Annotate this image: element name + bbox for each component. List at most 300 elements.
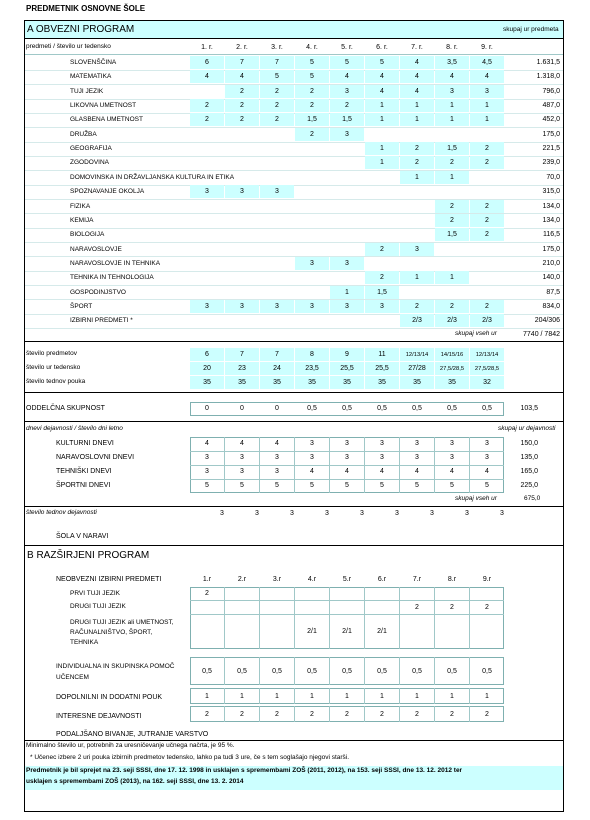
row-header: predmeti / število ur tedensko xyxy=(26,43,111,50)
subject-hours-cell xyxy=(295,142,329,155)
subject-name: NARAVOSLOVJE IN TEHNIKA xyxy=(70,259,161,267)
subject-hours-cell: 2 xyxy=(435,200,469,213)
subject-hours-cell: 7 xyxy=(225,56,259,69)
subject-hours-cell: 4 xyxy=(190,70,224,83)
dejavnost-cell: 3 xyxy=(205,454,209,461)
subject-hours-cell: 3 xyxy=(295,257,329,270)
subject-total: 834,0 xyxy=(542,302,560,310)
subject-hours-cell xyxy=(190,257,224,270)
subject-hours-cell xyxy=(365,314,399,327)
stat-cell: 35 xyxy=(260,376,294,389)
pomoc-cell: 0,5 xyxy=(447,667,457,675)
dopolnilni-cell: 1 xyxy=(310,692,314,700)
page-title: PREDMETNIK OSNOVNE ŠOLE xyxy=(26,4,146,13)
subject-hours-cell xyxy=(330,200,364,213)
subject-hours-cell: 1 xyxy=(400,271,434,284)
subject-hours-cell: 2 xyxy=(295,99,329,112)
subject-hours-cell xyxy=(470,128,504,141)
subject-name: NARAVOSLOVJE xyxy=(70,245,122,253)
subject-hours-cell: 2 xyxy=(295,128,329,141)
oddelcna-box xyxy=(190,402,504,416)
row-divider xyxy=(25,328,563,329)
col-divider xyxy=(294,688,295,704)
interesne-cell: 2 xyxy=(485,710,489,718)
dopolnilni-cell: 1 xyxy=(450,692,454,700)
subject-hours-cell xyxy=(400,257,434,270)
subject-hours-cell: 2 xyxy=(260,113,294,126)
subject-hours-cell: 1 xyxy=(330,286,364,299)
subject-hours-cell: 1,5 xyxy=(365,286,399,299)
subject-hours-cell: 1 xyxy=(365,142,399,155)
subject-hours-cell: 3 xyxy=(435,85,469,98)
subject-hours-cell: 2 xyxy=(400,300,434,313)
subject-hours-cell xyxy=(365,200,399,213)
tednov-dej-cell: 3 xyxy=(220,510,224,517)
dej-skupaj-value: 675,0 xyxy=(524,495,541,502)
subject-hours-cell: 2 xyxy=(435,156,469,169)
subject-hours-cell xyxy=(260,156,294,169)
subject-hours-cell: 4 xyxy=(365,85,399,98)
subject-hours-cell: 3 xyxy=(365,300,399,313)
dejavnost-cell: 3 xyxy=(310,454,314,461)
stat-cell: 23,5 xyxy=(295,362,329,375)
col-divider xyxy=(434,706,435,722)
subject-hours-cell: 2 xyxy=(435,214,469,227)
stat-cell: 27/28 xyxy=(400,362,434,375)
subject-hours-cell xyxy=(470,185,504,198)
col-divider xyxy=(329,657,330,685)
subject-hours-cell: 4 xyxy=(225,70,259,83)
subject-hours-cell: 1,5 xyxy=(330,113,364,126)
dopolnilni-label: DOPOLNILNI IN DODATNI POUK xyxy=(56,694,163,701)
subject-hours-cell: 1 xyxy=(400,171,434,184)
dejavnost-cell: 3 xyxy=(345,440,349,447)
dejavnost-name: NARAVOSLOVNI DNEVI xyxy=(56,454,135,461)
col-divider xyxy=(329,688,330,704)
subject-hours-cell xyxy=(260,200,294,213)
subject-total: 210,0 xyxy=(542,259,560,267)
section-b-heading: B RAZŠIRJENI PROGRAM xyxy=(27,550,150,561)
subject-total: 134,0 xyxy=(542,202,560,210)
subject-total: 239,0 xyxy=(542,159,560,167)
stat-name: število predmetov xyxy=(26,350,77,357)
dejavnost-name: ŠPORTNI DNEVI xyxy=(56,482,111,489)
grade-header-b-cell: 4.r xyxy=(307,576,317,583)
subject-hours-cell: 1,5 xyxy=(435,228,469,241)
oddelcna-cell: 0,5 xyxy=(412,405,422,412)
grade-header-cell: 6. r. xyxy=(376,44,388,51)
subject-hours-cell xyxy=(365,128,399,141)
dejavnost-cell: 3 xyxy=(275,454,279,461)
b-row-cell: 2 xyxy=(205,590,209,597)
dopolnilni-cell: 1 xyxy=(415,692,419,700)
col-divider xyxy=(259,688,260,704)
dejavnost-cell: 4 xyxy=(240,440,244,447)
skupaj-ur-predmeta-label: skupaj ur predmeta xyxy=(503,26,559,33)
subject-hours-cell xyxy=(260,214,294,227)
tednov-dej-cell: 3 xyxy=(360,510,364,517)
grade-header-b-cell: 5.r xyxy=(342,576,352,583)
subject-hours-cell: 1 xyxy=(470,99,504,112)
dejavnost-cell: 5 xyxy=(380,482,384,489)
subject-hours-cell: 2 xyxy=(470,228,504,241)
subject-hours-cell xyxy=(190,85,224,98)
dej-skupaj-label: skupaj vseh ur xyxy=(455,495,497,502)
subject-hours-cell: 1 xyxy=(470,113,504,126)
stat-name: število ur tedensko xyxy=(26,364,81,371)
subject-hours-cell: 5 xyxy=(330,56,364,69)
subject-name: KEMIJA xyxy=(70,216,94,224)
tednov-dej-cell: 3 xyxy=(500,510,504,517)
dejavnost-cell: 5 xyxy=(275,482,279,489)
pomoc-label-2: UČENCEM xyxy=(56,674,89,681)
stat-cell: 35 xyxy=(365,376,399,389)
subject-hours-cell xyxy=(330,142,364,155)
subject-hours-cell xyxy=(330,171,364,184)
dejavnost-cell: 3 xyxy=(450,454,454,461)
subject-hours-cell xyxy=(470,243,504,256)
subject-hours-cell xyxy=(295,286,329,299)
oddelcna-total: 103,5 xyxy=(520,405,538,412)
tednov-dej-cell: 3 xyxy=(325,510,329,517)
divider xyxy=(25,740,563,741)
subject-hours-cell: 2 xyxy=(295,85,329,98)
dejavnost-cell: 4 xyxy=(205,440,209,447)
b-row-name: RAČUNALNIŠTVO, ŠPORT, xyxy=(70,629,153,636)
subject-hours-cell xyxy=(470,171,504,184)
subject-total: 796,0 xyxy=(542,87,560,95)
subject-hours-cell xyxy=(190,171,224,184)
subject-total: 116,5 xyxy=(543,231,560,239)
dejavnost-cell: 3 xyxy=(485,454,489,461)
stat-cell: 35 xyxy=(400,376,434,389)
subject-hours-cell xyxy=(225,171,259,184)
subject-hours-cell: 3 xyxy=(470,85,504,98)
subject-name: MATEMATIKA xyxy=(70,73,112,81)
subject-name: GOSPODINJSTVO xyxy=(70,288,126,296)
subject-hours-cell xyxy=(295,228,329,241)
subject-hours-cell xyxy=(435,128,469,141)
subject-hours-cell: 1,5 xyxy=(435,142,469,155)
subject-hours-cell xyxy=(365,228,399,241)
dopolnilni-cell: 1 xyxy=(205,692,209,700)
footer-note-1: Minimalno število ur, potrebnih za uresničevanje učnega načrta, je 95 %. xyxy=(26,742,235,749)
subject-hours-cell xyxy=(225,271,259,284)
subject-hours-cell: 3,5 xyxy=(435,56,469,69)
grade-header-b-cell: 3.r xyxy=(272,576,282,583)
pomoc-cell: 0,5 xyxy=(482,667,492,675)
subject-hours-cell xyxy=(225,214,259,227)
row-divider xyxy=(190,614,504,615)
subject-hours-cell: 2 xyxy=(365,243,399,256)
subject-hours-cell: 2/3 xyxy=(470,314,504,327)
subject-hours-cell: 2/3 xyxy=(435,314,469,327)
b-row-name: DRUGI TUJI JEZIK xyxy=(70,603,126,610)
subject-total: 221,5 xyxy=(542,145,560,153)
subject-hours-cell: 1 xyxy=(435,271,469,284)
dejavnost-cell: 5 xyxy=(485,482,489,489)
grade-header-cell: 8. r. xyxy=(446,44,458,51)
stat-cell: 8 xyxy=(295,348,329,361)
subject-hours-cell: 5 xyxy=(295,70,329,83)
subject-hours-cell xyxy=(435,286,469,299)
subject-hours-cell: 5 xyxy=(365,56,399,69)
subject-hours-cell xyxy=(190,286,224,299)
dejavnost-cell: 4 xyxy=(485,468,489,475)
row-divider xyxy=(190,465,504,466)
dejavnost-name: TEHNIŠKI DNEVI xyxy=(56,468,112,475)
grade-header-b-cell: 2.r xyxy=(237,576,247,583)
subject-hours-cell: 2 xyxy=(470,156,504,169)
dejavnost-cell: 5 xyxy=(450,482,454,489)
pomoc-cell: 0,5 xyxy=(377,667,387,675)
subject-hours-cell: 3 xyxy=(260,185,294,198)
subject-hours-cell xyxy=(400,185,434,198)
subject-hours-cell xyxy=(225,142,259,155)
subject-hours-cell xyxy=(225,128,259,141)
subject-name: SLOVENŠČINA xyxy=(70,59,117,66)
dejavnost-cell: 3 xyxy=(275,468,279,475)
subject-total: 175,0 xyxy=(542,245,560,253)
skupaj-vseh-label: skupaj vseh ur xyxy=(455,329,497,337)
dejavnost-cell: 4 xyxy=(450,468,454,475)
subject-hours-cell xyxy=(330,214,364,227)
grade-header-cell: 7. r. xyxy=(411,44,423,51)
subject-hours-cell xyxy=(225,286,259,299)
stat-cell: 27,5/28,5 xyxy=(470,362,504,375)
dejavnosti-label: dnevi dejavnosti / število dni letno xyxy=(26,425,123,432)
grade-header-cell: 9. r. xyxy=(481,44,493,51)
divider xyxy=(25,506,563,507)
pomoc-cell: 0,5 xyxy=(272,667,282,675)
col-divider xyxy=(224,688,225,704)
pomoc-cell: 0,5 xyxy=(412,667,422,675)
footer-note-3: Predmetnik je bil sprejet na 23. seji SSSI, dne 17. 12. 1998 in usklajen s spremembami ZOŠ (2011, 2012), na 153. seji SSSI, dne 13. 12. 2012 ter xyxy=(26,767,463,774)
pomoc-label-1: INDIVIDUALNA IN SKUPINSKA POMOČ xyxy=(56,663,175,670)
subject-hours-cell xyxy=(295,156,329,169)
subject-hours-cell: 2 xyxy=(400,156,434,169)
subject-hours-cell: 2 xyxy=(190,99,224,112)
subject-hours-cell: 1,5 xyxy=(295,113,329,126)
subject-hours-cell: 2 xyxy=(260,85,294,98)
oddelcna-cell: 0 xyxy=(240,405,244,412)
subject-hours-cell xyxy=(190,200,224,213)
subject-hours-cell xyxy=(260,228,294,241)
dejavnost-cell: 3 xyxy=(415,454,419,461)
dejavnost-cell: 4 xyxy=(415,468,419,475)
oddelcna-name: ODDELČNA SKUPNOST xyxy=(26,405,105,412)
subject-hours-cell xyxy=(225,257,259,270)
dopolnilni-cell: 1 xyxy=(275,692,279,700)
pomoc-box xyxy=(190,657,504,685)
subject-hours-cell: 3 xyxy=(330,128,364,141)
subject-hours-cell: 2 xyxy=(365,271,399,284)
subject-hours-cell: 4,5 xyxy=(470,56,504,69)
dejavnost-cell: 5 xyxy=(240,482,244,489)
subject-total: 140,0 xyxy=(542,274,560,282)
subject-hours-cell: 3 xyxy=(190,300,224,313)
subject-name: DOMOVINSKA IN DRŽAVLJANSKA KULTURA IN ETIKA xyxy=(70,173,235,181)
subject-hours-cell: 2 xyxy=(470,142,504,155)
col-divider xyxy=(399,587,400,649)
subject-hours-cell xyxy=(365,171,399,184)
dejavnost-cell: 5 xyxy=(205,482,209,489)
subject-hours-cell xyxy=(295,185,329,198)
dejavnost-cell: 3 xyxy=(485,440,489,447)
subject-hours-cell xyxy=(365,257,399,270)
interesne-cell: 2 xyxy=(450,710,454,718)
subject-total: 1.318,0 xyxy=(536,73,560,81)
interesne-cell: 2 xyxy=(240,710,244,718)
subject-hours-cell xyxy=(190,128,224,141)
subject-hours-cell xyxy=(190,314,224,327)
subject-name: TUJI JEZIK xyxy=(70,87,104,95)
footer-note-2: * Učenec izbere 2 uri pouka izbirnih predmetov tedensko, lahko pa tudi 3 ure, če s tem soglašajo njegovi starši. xyxy=(30,754,350,761)
stat-cell: 25,5 xyxy=(330,362,364,375)
subject-name: TEHNIKA IN TEHNOLOGIJA xyxy=(70,274,154,282)
interesne-cell: 2 xyxy=(380,710,384,718)
stat-cell: 6 xyxy=(190,348,224,361)
subject-hours-cell xyxy=(190,271,224,284)
stat-cell: 24 xyxy=(260,362,294,375)
subject-hours-cell xyxy=(295,214,329,227)
tednov-dej-cell: 3 xyxy=(465,510,469,517)
grade-header-cell: 2. r. xyxy=(236,44,248,51)
dejavnost-cell: 3 xyxy=(345,454,349,461)
col-divider xyxy=(224,706,225,722)
col-divider xyxy=(329,706,330,722)
pomoc-cell: 0,5 xyxy=(307,667,317,675)
col-divider xyxy=(434,657,435,685)
col-divider xyxy=(469,657,470,685)
dopolnilni-cell: 1 xyxy=(345,692,349,700)
dejavnost-cell: 5 xyxy=(310,482,314,489)
dejavnost-cell: 3 xyxy=(380,454,384,461)
subject-name: BIOLOGIJA xyxy=(70,231,105,239)
grade-header-cell: 3. r. xyxy=(271,44,283,51)
subject-hours-cell xyxy=(225,156,259,169)
row-divider xyxy=(190,600,504,601)
col-divider xyxy=(469,688,470,704)
subject-hours-cell: 3 xyxy=(400,243,434,256)
b-row-cell: 2/1 xyxy=(377,628,387,635)
col-divider xyxy=(224,587,225,649)
subject-hours-cell: 3 xyxy=(225,185,259,198)
subject-total: 452,0 xyxy=(542,116,560,124)
dopolnilni-cell: 1 xyxy=(485,692,489,700)
dejavnost-total: 135,0 xyxy=(520,454,538,461)
subject-hours-cell: 2 xyxy=(435,300,469,313)
stat-cell: 25,5 xyxy=(365,362,399,375)
col-divider xyxy=(294,706,295,722)
subject-name: GLASBENA UMETNOST xyxy=(70,116,143,124)
dejavnost-cell: 3 xyxy=(380,440,384,447)
subject-hours-cell xyxy=(260,243,294,256)
subject-hours-cell xyxy=(190,243,224,256)
interesne-cell: 2 xyxy=(415,710,419,718)
stat-cell: 7 xyxy=(260,348,294,361)
col-divider xyxy=(434,688,435,704)
dejavnost-cell: 3 xyxy=(205,468,209,475)
b-row-name: PRVI TUJI JEZIK xyxy=(70,590,120,597)
subject-hours-cell xyxy=(190,156,224,169)
stat-cell: 9 xyxy=(330,348,364,361)
oddelcna-cell: 0,5 xyxy=(307,405,317,412)
subject-hours-cell xyxy=(400,228,434,241)
subject-name: ZGODOVINA xyxy=(70,159,110,167)
subject-hours-cell xyxy=(225,314,259,327)
oddelcna-cell: 0 xyxy=(205,405,209,412)
divider xyxy=(25,392,563,393)
subject-hours-cell: 2 xyxy=(470,214,504,227)
stat-cell: 35 xyxy=(435,376,469,389)
subject-hours-cell: 6 xyxy=(190,56,224,69)
grade-header-cell: 4. r. xyxy=(306,44,318,51)
subject-hours-cell: 1 xyxy=(400,99,434,112)
subject-hours-cell: 1 xyxy=(435,99,469,112)
dejavnost-total: 150,0 xyxy=(520,440,538,447)
subject-hours-cell xyxy=(295,171,329,184)
subject-hours-cell xyxy=(190,214,224,227)
subject-hours-cell: 2 xyxy=(330,99,364,112)
row-divider xyxy=(190,451,504,452)
subject-total: 175,0 xyxy=(542,130,560,138)
col-divider xyxy=(294,587,295,649)
tednov-dejavnosti-label: število tednov dejavnosti xyxy=(26,509,97,516)
subject-hours-cell: 4 xyxy=(330,70,364,83)
interesne-box xyxy=(190,706,504,722)
dejavnost-cell: 3 xyxy=(310,440,314,447)
dejavnost-cell: 3 xyxy=(415,440,419,447)
stat-cell: 27,5/28,5 xyxy=(435,362,469,375)
col-divider xyxy=(364,657,365,685)
stat-cell: 32 xyxy=(470,376,504,389)
b-row-cell: 2 xyxy=(485,603,489,611)
subject-hours-cell xyxy=(260,257,294,270)
subject-total: 315,0 xyxy=(542,188,560,196)
subject-hours-cell xyxy=(400,200,434,213)
subject-name: LIKOVNA UMETNOST xyxy=(70,102,137,110)
subject-hours-cell: 4 xyxy=(470,70,504,83)
dejavnost-name: KULTURNI DNEVI xyxy=(56,440,114,447)
subject-hours-cell xyxy=(470,257,504,270)
tednov-dej-cell: 3 xyxy=(290,510,294,517)
col-divider xyxy=(364,688,365,704)
subject-name: GEOGRAFIJA xyxy=(70,145,112,153)
stat-cell: 12/13/14 xyxy=(400,348,434,361)
interesne-cell: 2 xyxy=(345,710,349,718)
divider xyxy=(25,38,563,39)
subject-hours-cell xyxy=(225,228,259,241)
stat-name: število tednov pouka xyxy=(26,378,86,385)
b-row-cell: 2/1 xyxy=(342,628,352,635)
subject-hours-cell: 2 xyxy=(225,113,259,126)
subject-name: FIZIKA xyxy=(70,202,91,210)
b-row-cell: 2 xyxy=(415,603,419,611)
dejavnost-total: 165,0 xyxy=(520,468,538,475)
oddelcna-cell: 0,5 xyxy=(447,405,457,412)
subject-hours-cell: 2 xyxy=(470,200,504,213)
dejavnost-cell: 3 xyxy=(450,440,454,447)
subject-hours-cell: 2 xyxy=(470,300,504,313)
tednov-dej-cell: 3 xyxy=(395,510,399,517)
subject-hours-cell xyxy=(470,286,504,299)
stat-cell: 11 xyxy=(365,348,399,361)
subject-hours-cell xyxy=(400,128,434,141)
subject-hours-cell: 3 xyxy=(260,300,294,313)
subject-hours-cell: 5 xyxy=(260,70,294,83)
subject-hours-cell xyxy=(435,257,469,270)
